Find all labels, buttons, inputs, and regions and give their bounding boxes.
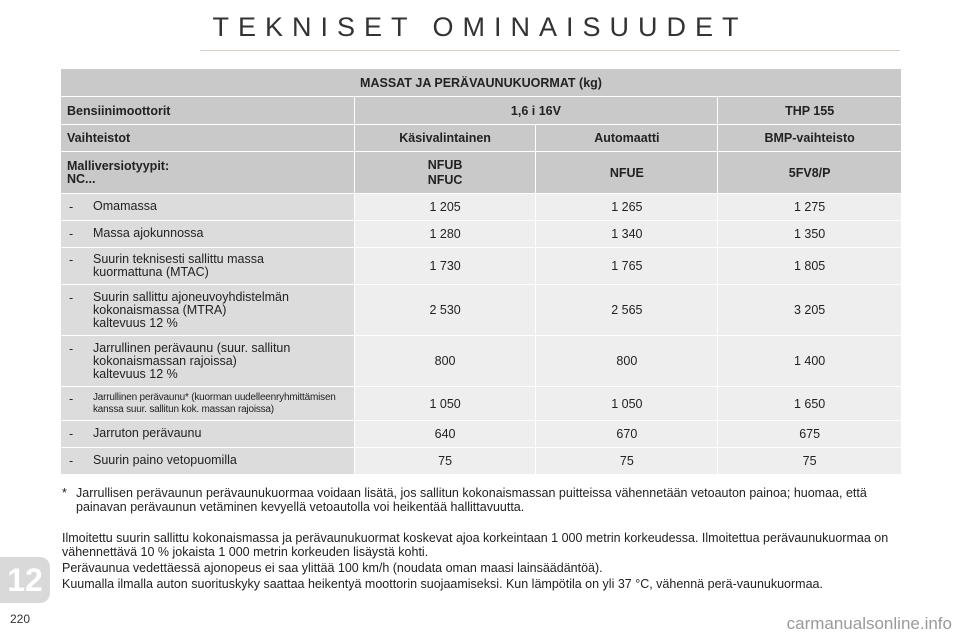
row-value: 1 340 [536, 221, 718, 248]
dash-bullet: - [69, 341, 74, 356]
table-row [61, 336, 902, 387]
row-value: 1 265 [536, 194, 718, 221]
gearbox-header: Automaatti [536, 125, 718, 152]
row-value: 2 565 [536, 285, 718, 336]
table-row [61, 194, 902, 221]
row-value: 670 [536, 421, 718, 448]
row-value: 2 530 [354, 285, 536, 336]
row-label [61, 285, 355, 336]
table-row [61, 248, 902, 285]
type-header: NFUB NFUC [354, 152, 536, 194]
type-header: NFUE [536, 152, 718, 194]
row-value: 75 [536, 448, 718, 475]
table-row [61, 285, 902, 336]
dash-bullet: - [69, 427, 74, 441]
row-label-text: Jarrullinen perävaunu* (kuorman uudelleenryhmittämisen kanssa suur. sallitun kok. massan rajoissa) [93, 391, 336, 415]
row-label [61, 221, 355, 248]
dash-bullet: - [69, 200, 74, 214]
engine-label: Bensiinimoottorit [61, 97, 355, 125]
row-label-text: Jarruton perävaunu [93, 426, 202, 440]
row-value: 3 205 [718, 285, 902, 336]
row-value: 1 765 [536, 248, 718, 285]
dash-bullet: - [69, 290, 74, 305]
paragraph: Perävaunua vedettäessä ajonopeus ei saa ylittää 100 km/h (noudata oman maasi lainsäädäntöä). [62, 561, 603, 575]
row-value: 1 280 [354, 221, 536, 248]
chapter-tab: 12 [0, 557, 50, 603]
type-label: Malliversiotyypit: NC... [61, 152, 355, 194]
row-value: 800 [354, 336, 536, 387]
dash-bullet: - [69, 253, 74, 267]
engine-header: THP 155 [718, 97, 902, 125]
row-label [61, 387, 355, 421]
gearbox-header: Käsivalintainen [354, 125, 536, 152]
dash-bullet: - [69, 227, 74, 241]
page-number: 220 [10, 612, 31, 626]
row-label [61, 421, 355, 448]
row-value: 1 400 [718, 336, 902, 387]
row-value: 1 205 [354, 194, 536, 221]
page-title: TEKNISET OMINAISUUDET [212, 12, 748, 42]
footnote-text: Jarrullisen perävaunun perävaunukuormaa voidaan lisätä, jos sallitun kokonaismassan puitteissa vähennetään vetoauton painoa; huomaa, että painavan perävaunun vetäminen kevyellä vetoautolla voi heikentää hallittavuutta. [76, 486, 867, 514]
gearbox-header: BMP-vaihteisto [718, 125, 902, 152]
row-value: 800 [536, 336, 718, 387]
table-caption: MASSAT JA PERÄVAUNUKUORMAT (kg) [61, 69, 902, 97]
row-label [61, 448, 355, 475]
engine-header: 1,6 i 16V [354, 97, 718, 125]
footnote-mark: * [62, 486, 67, 500]
table-row [61, 448, 902, 475]
title-divider [200, 50, 900, 51]
row-label-text: Massa ajokunnossa [93, 226, 204, 240]
mass-table [60, 68, 902, 475]
paragraph: Ilmoitettu suurin sallittu kokonaismassa ja perävaunukuormat koskevat ajoa korkeintaan 1 000 metrin korkeudessa. Ilmoitettua perävaunukuormaa on vähennettävä 10 % jokaista 1 000 metrin korkeuden lisäystä kohti. [62, 531, 889, 559]
row-label [61, 194, 355, 221]
paragraph: Kuumalla ilmalla auton suorituskyky saattaa heikentyä moottorin suojaamiseksi. Kun lämpötila on yli 37 °C, vähennä perä-vaunukuormaa. [62, 577, 823, 591]
row-value: 675 [718, 421, 902, 448]
row-value: 1 805 [718, 248, 902, 285]
row-value: 1 275 [718, 194, 902, 221]
row-value: 1 730 [354, 248, 536, 285]
table-body [61, 194, 902, 475]
row-label-text: Suurin sallittu ajoneuvoyhdistelmän kokonaismassa (MTRA) kaltevuus 12 % [93, 289, 289, 330]
row-value: 1 050 [536, 387, 718, 421]
row-label-text: Omamassa [93, 199, 157, 213]
row-label-text: Suurin teknisesti sallittu massa kuormattuna (MTAC) [93, 252, 264, 279]
type-header: 5FV8/P [718, 152, 902, 194]
watermark: carmanualsonline.info [786, 614, 952, 633]
table-row [61, 387, 902, 421]
row-value: 1 650 [718, 387, 902, 421]
row-value: 75 [718, 448, 902, 475]
row-value: 75 [354, 448, 536, 475]
row-label [61, 336, 355, 387]
dash-bullet: - [69, 391, 74, 406]
footnote [62, 486, 902, 514]
gearbox-label: Vaihteistot [61, 125, 355, 152]
table-row [61, 221, 902, 248]
table-row [61, 421, 902, 448]
row-value: 640 [354, 421, 536, 448]
row-label-text: Jarrullinen perävaunu (suur. sallitun kokonaismassan rajoissa) kaltevuus 12 % [93, 340, 291, 381]
row-label [61, 248, 355, 285]
row-value: 1 050 [354, 387, 536, 421]
row-label-text: Suurin paino vetopuomilla [93, 453, 237, 467]
row-value: 1 350 [718, 221, 902, 248]
dash-bullet: - [69, 454, 74, 468]
